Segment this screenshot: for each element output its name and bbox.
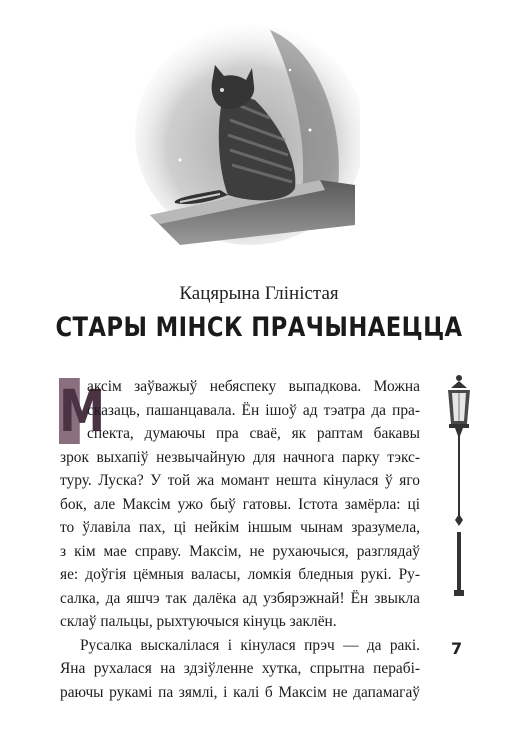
story-text: [60, 375, 420, 704]
text-line: яе: доўгiя цёмныя валасы, ломкiя бледныя рукi. Ру-: [60, 566, 420, 583]
text-line: Русалка выскалiлася i кiнулася прэч — да ракi.: [80, 636, 420, 654]
text-line: салка, да яшчэ так далёка ад узбярэжнай! Ён звыкла: [60, 589, 420, 607]
text-line: туру. Луска? У той жа момант нешта кiнулася ў яго: [60, 472, 420, 489]
street-lamp-icon: [441, 374, 477, 624]
story-title: СТАРЫ МIНСК ПРАЧЫНАЕЦЦА: [55, 312, 463, 343]
text-line: з кiм мае справу. Максiм, не рухаючыся, разглядаў: [60, 542, 420, 560]
street-lamp-ornament: [441, 374, 477, 624]
text-line: то ўлавiла пах, цi нейкiм iншым чынам зразумела,: [60, 519, 420, 536]
cat-illustration: [120, 10, 360, 255]
text-line: аксiм заўважыў небяспеку выпадкова. Можна: [87, 378, 420, 395]
text-line: склаў пальцы, рыхтуючыся кiнуць заклён.: [60, 613, 337, 630]
text-line: зрок выхапiў незвычайную для начнога парку тэкс-: [60, 448, 420, 466]
text-line: раючы рукамi па зямлi, i калi б Максiм не дапамагаў: [60, 683, 420, 701]
text-line: бок, але Максiм ужо быў гатовы. Iстота замёрла: цi: [60, 495, 420, 513]
text-line: сказаць, пашанцавала. Ён iшоў ад тэатра да пра-: [87, 401, 420, 419]
page-number: 7: [451, 639, 463, 658]
text-line: Яна рухалася на здзiўленне хутка, спрытна перабi-: [60, 660, 420, 677]
cat-sitting-illustration: [120, 10, 360, 255]
text-line: спекта, думаючы пра сваё, як раптам бакавы: [87, 425, 420, 442]
drop-cap: М: [59, 377, 106, 445]
author-name: Кацярына Глiнiстая: [179, 283, 339, 304]
